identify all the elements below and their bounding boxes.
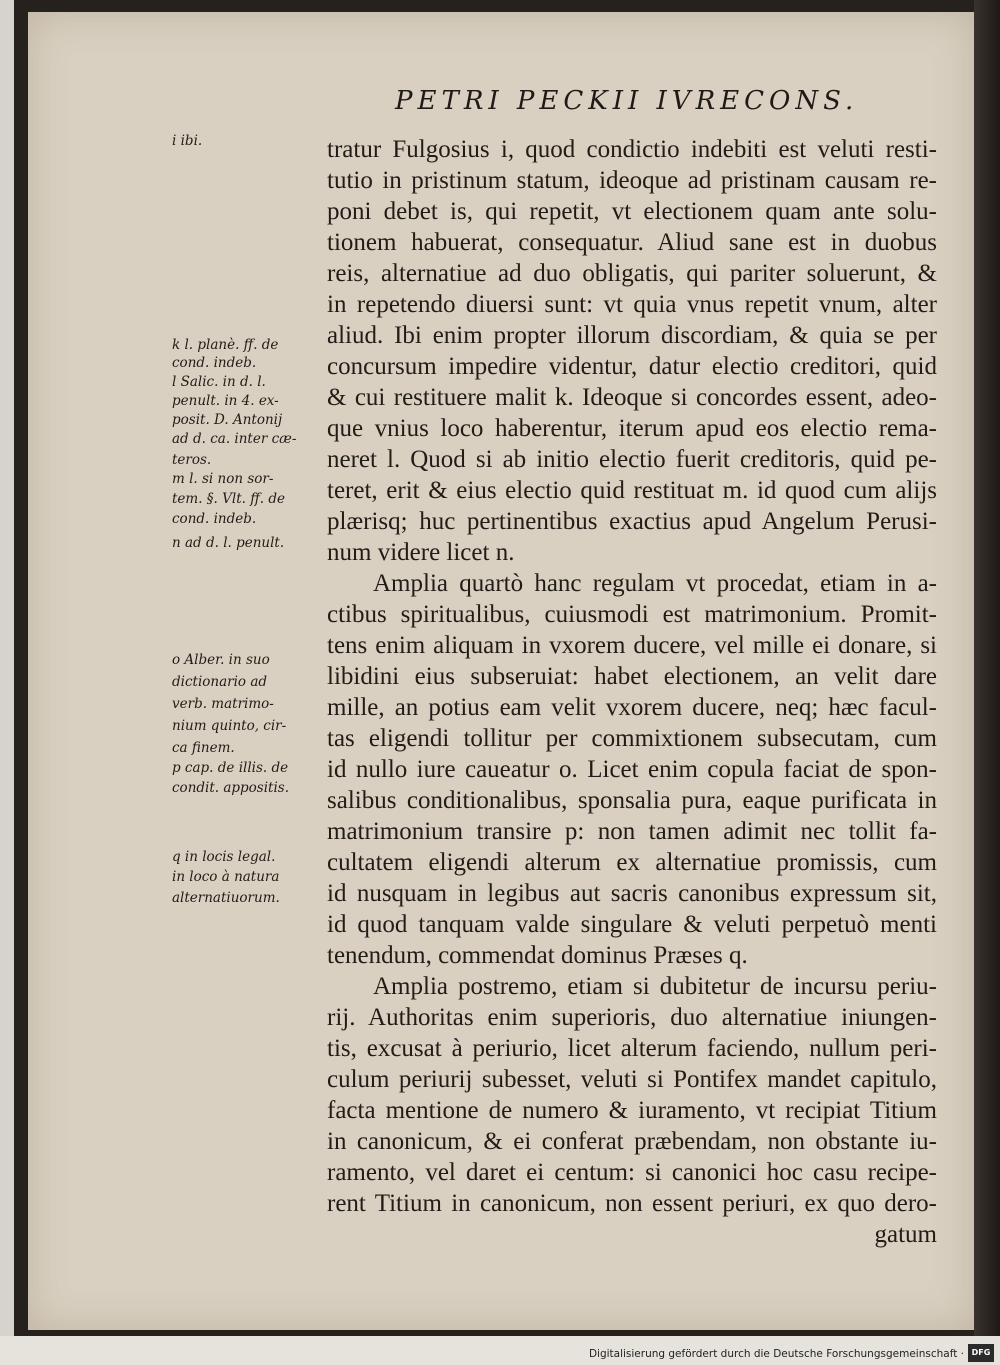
text-line: gatum	[874, 1221, 937, 1248]
text-line: poni debet is, qui repetit, vt electionem quam ante solu-	[327, 198, 937, 225]
text-line: num videre licet n.	[327, 539, 515, 566]
text-line: tenendum, commendat dominus Præses q.	[327, 942, 748, 969]
margin-note: cond. indeb.	[172, 511, 257, 527]
text-line: salibus conditionalibus, sponsalia pura, eaque purificata in	[327, 787, 937, 814]
margin-note: ad d. ca. inter cæ-	[172, 431, 297, 447]
margin-note: verb. matrimo-	[172, 696, 274, 712]
text-line: ctibus spiritualibus, cuiusmodi est matrimonium. Promit-	[327, 601, 937, 628]
text-line: tionem habuerat, consequatur. Aliud sane est in duobus	[327, 229, 937, 256]
margin-note: ca finem.	[172, 740, 235, 756]
margin-note: teros.	[172, 452, 212, 468]
text-line: tis, excusat à periurio, licet alterum faciendo, nullum peri-	[327, 1035, 937, 1062]
text-line: mille, an potius eam velit vxorem ducere, neq; hæc facul-	[327, 694, 937, 721]
text-line: Amplia quartò hanc regulam vt procedat, etiam in a-	[373, 570, 937, 597]
margin-note: tem. §. Vlt. ff. de	[172, 491, 285, 507]
text-line: plærisq; huc pertinentibus exactius apud Angelum Perusi-	[327, 508, 937, 535]
text-line: aliud. Ibi enim propter illorum discordiam, & quia se per	[327, 322, 937, 349]
margin-note: p cap. de illis. de	[172, 760, 289, 776]
text-line: ramento, vel daret ei centum: si canonici hoc casu recipe-	[327, 1159, 937, 1186]
margin-note: penult. in 4. ex-	[172, 393, 279, 409]
margin-note: m l. si non sor-	[172, 471, 274, 487]
text-line: facta mentione de numero & iuramento, vt recipiat Titium	[327, 1097, 937, 1124]
text-line: tas eligendi tollitur per commixtionem subsecutam, cum	[327, 725, 937, 752]
margin-note: k l. planè. ff. de	[172, 337, 279, 353]
margin-note: nium quinto, cir-	[172, 718, 287, 734]
text-line: rij. Authoritas enim superioris, duo alternatiue iniungen-	[327, 1004, 937, 1031]
dfg-logo: DFG	[968, 1344, 994, 1362]
text-line: tens enim aliquam in vxorem ducere, vel mille ei donare, si	[327, 632, 937, 659]
running-head: PETRI PECKII IVRECONS.	[395, 86, 859, 116]
text-line: in canonicum, & ei conferat præbendam, non obstante iu-	[327, 1128, 937, 1155]
text-line: id nullo iure caueatur o. Licet enim copula faciat de spon-	[327, 756, 937, 783]
margin-note: i ibi.	[172, 133, 203, 149]
text-line: que vnius loco haberentur, iterum apud eos electio rema-	[327, 415, 937, 442]
margin-note: q in locis legal.	[172, 849, 276, 865]
text-line: id quod tanquam valde singulare & veluti perpetuò menti	[327, 911, 937, 938]
text-line: rent Titium in canonicum, non essent periuri, ex quo dero-	[327, 1190, 937, 1217]
margin-note: condit. appositis.	[172, 780, 290, 796]
text-line: neret l. Quod si ab initio electio fuerit creditoris, quid pe-	[327, 446, 937, 473]
text-line: & cui restituere malit k. Ideoque si concordes essent, adeo-	[327, 384, 937, 411]
margin-note: in loco à natura	[172, 869, 280, 885]
text-line: reis, alternatiue ad duo obligatis, qui pariter soluerunt, &	[327, 260, 937, 287]
text-line: concursum impedire videntur, datur electio creditori, quid	[327, 353, 937, 380]
text-line: tutio in pristinum statum, ideoque ad pristinam causam re-	[327, 167, 937, 194]
text-line: culum periurij subesset, veluti si Pontifex mandet capitulo,	[327, 1066, 937, 1093]
page-edge-shadow	[974, 0, 1000, 1336]
text-line: in repetendo diuersi sunt: vt quia vnus repetit vnum, alter	[327, 291, 937, 318]
margin-note: o Alber. in suo	[172, 652, 270, 668]
margin-note: n ad d. l. penult.	[172, 535, 285, 551]
footer-credit: Digitalisierung gefördert durch die Deutsche Forschungsgemeinschaft ·	[588, 1348, 964, 1360]
margin-note: posit. D. Antonij	[172, 412, 283, 428]
text-line: matrimonium transire p: non tamen adimit nec tollit fa-	[327, 818, 937, 845]
text-line: tratur Fulgosius i, quod condictio indebiti est veluti resti-	[327, 136, 937, 163]
margin-note: cond. indeb.	[172, 355, 257, 371]
margin-note: dictionario ad	[172, 674, 268, 690]
text-line: Amplia postremo, etiam si dubitetur de incursu periu-	[373, 973, 937, 1000]
text-line: libidini eius subseruiat: habet electionem, an velit dare	[327, 663, 937, 690]
margin-note: l Salic. in d. l.	[172, 374, 266, 390]
text-line: cultatem eligendi alterum ex alternatiue promissis, cum	[327, 849, 937, 876]
text-line: teret, erit & eius electio quid restituat m. id quod cum alijs	[327, 477, 937, 504]
text-line: id nusquam in legibus aut sacris canonibus expressum sit,	[327, 880, 937, 907]
margin-note: alternatiuorum.	[172, 890, 280, 906]
